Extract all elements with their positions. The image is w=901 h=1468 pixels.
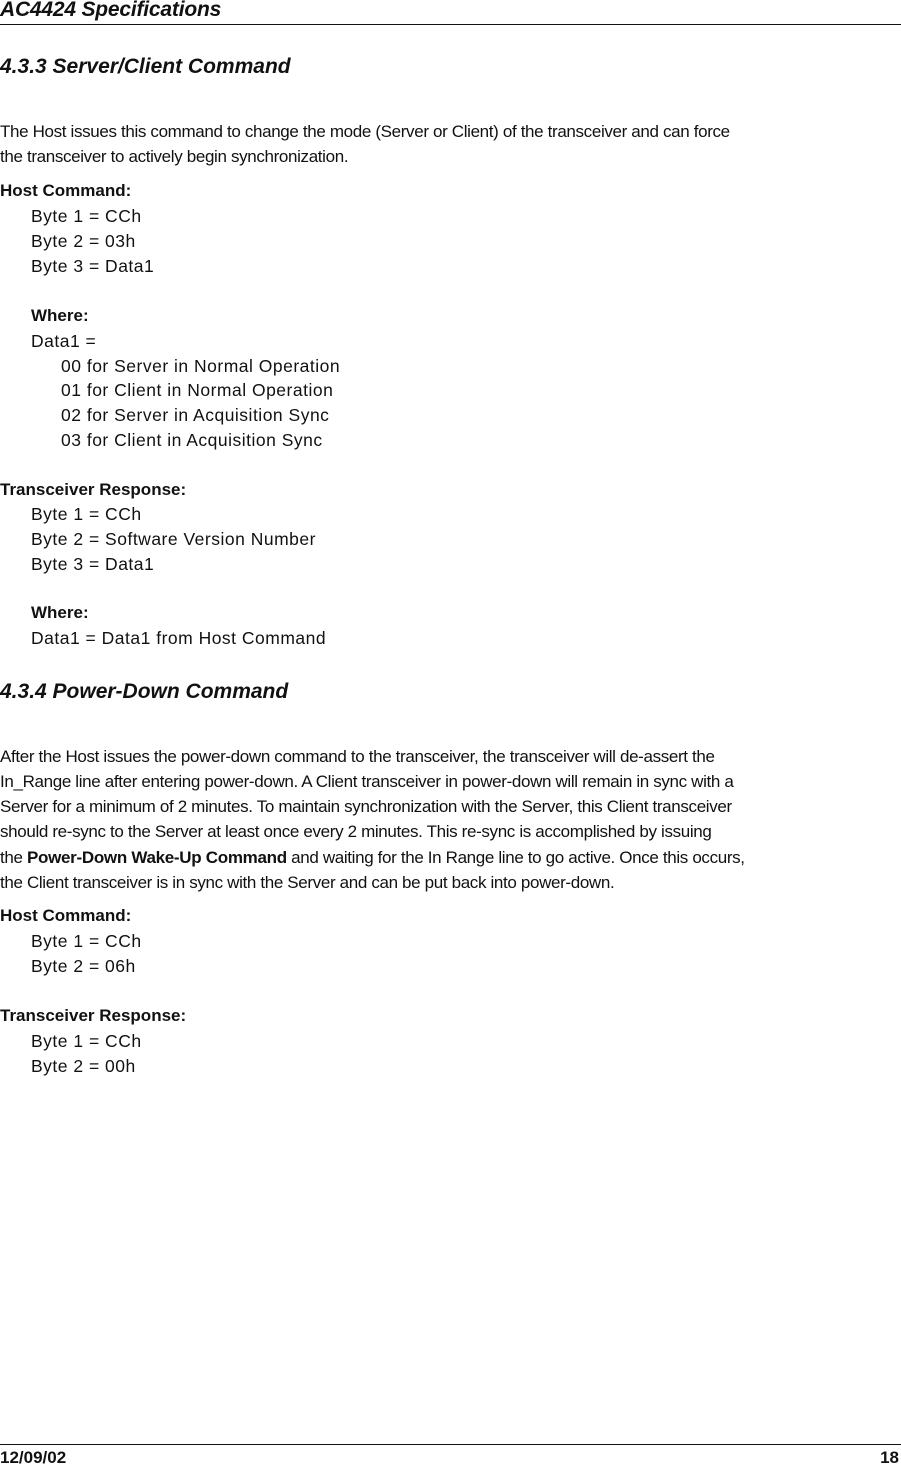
host-command-label: Host Command: <box>0 906 132 925</box>
section-heading-434: 4.3.4 Power-Down Command <box>0 680 289 703</box>
footer-rule <box>0 1444 901 1445</box>
wake-up-command-reference: Power-Down Wake-Up Command <box>26 848 287 867</box>
host-byte-1: Byte 1 = CCh <box>31 206 142 226</box>
para-line-1: After the Host issues the power-down command to the transceiver, the transceiver will de-assert the <box>0 747 715 766</box>
transceiver-response-label: Transceiver Response: <box>0 1006 187 1025</box>
host-byte-2: Byte 2 = 06h <box>31 956 136 976</box>
response-where-text: Data1 = Data1 from Host Command <box>31 628 327 648</box>
para-line-4: should re-sync to the Server at least once every 2 minutes. This re-sync is accomplished by issuing <box>0 822 712 841</box>
para-line-6: the Client transceiver is in sync with the Server and can be put back into power-down. <box>0 873 615 892</box>
para-line-3: Server for a minimum of 2 minutes. To maintain synchronization with the Server, this Client transceiver <box>0 797 732 816</box>
header-rule <box>0 24 901 25</box>
response-byte-2: Byte 2 = Software Version Number <box>31 529 316 549</box>
host-byte-1: Byte 1 = CCh <box>31 931 142 951</box>
response-byte-1: Byte 1 = CCh <box>31 1031 142 1051</box>
host-byte-2: Byte 2 = 03h <box>31 231 136 251</box>
transceiver-response-label: Transceiver Response: <box>0 480 187 499</box>
footer-date: 12/09/02 <box>0 1448 67 1467</box>
intro-line-2: the transceiver to actively begin synchronization. <box>0 147 349 166</box>
intro-line-1: The Host issues this command to change the mode (Server or Client) of the transceiver and can force <box>0 122 730 141</box>
data1-label: Data1 = <box>31 331 97 351</box>
para-line-5 <box>0 845 745 870</box>
para-line-5-suffix: and waiting for the In Range line to go active. Once this occurs, <box>286 848 745 867</box>
para-line-5-prefix: the <box>0 848 27 867</box>
data1-option: 00 for Server in Normal Operation <box>61 356 341 376</box>
section-heading-433: 4.3.3 Server/Client Command <box>0 55 291 78</box>
where-label: Where: <box>31 306 89 325</box>
response-byte-3: Byte 3 = Data1 <box>31 554 155 574</box>
para-line-2: In_Range line after entering power-down. A Client transceiver in power-down will remain in sync with a <box>0 772 734 791</box>
response-byte-1: Byte 1 = CCh <box>31 504 142 524</box>
host-command-label: Host Command: <box>0 181 132 200</box>
document-title: AC4424 Specifications <box>0 0 222 21</box>
where-label: Where: <box>31 603 89 622</box>
page-number: 18 <box>880 1448 899 1467</box>
data1-option: 03 for Client in Acquisition Sync <box>61 430 323 450</box>
data1-option: 01 for Client in Normal Operation <box>61 380 334 400</box>
response-byte-2: Byte 2 = 00h <box>31 1056 136 1076</box>
host-byte-3: Byte 3 = Data1 <box>31 256 155 276</box>
data1-option: 02 for Server in Acquisition Sync <box>61 405 330 425</box>
